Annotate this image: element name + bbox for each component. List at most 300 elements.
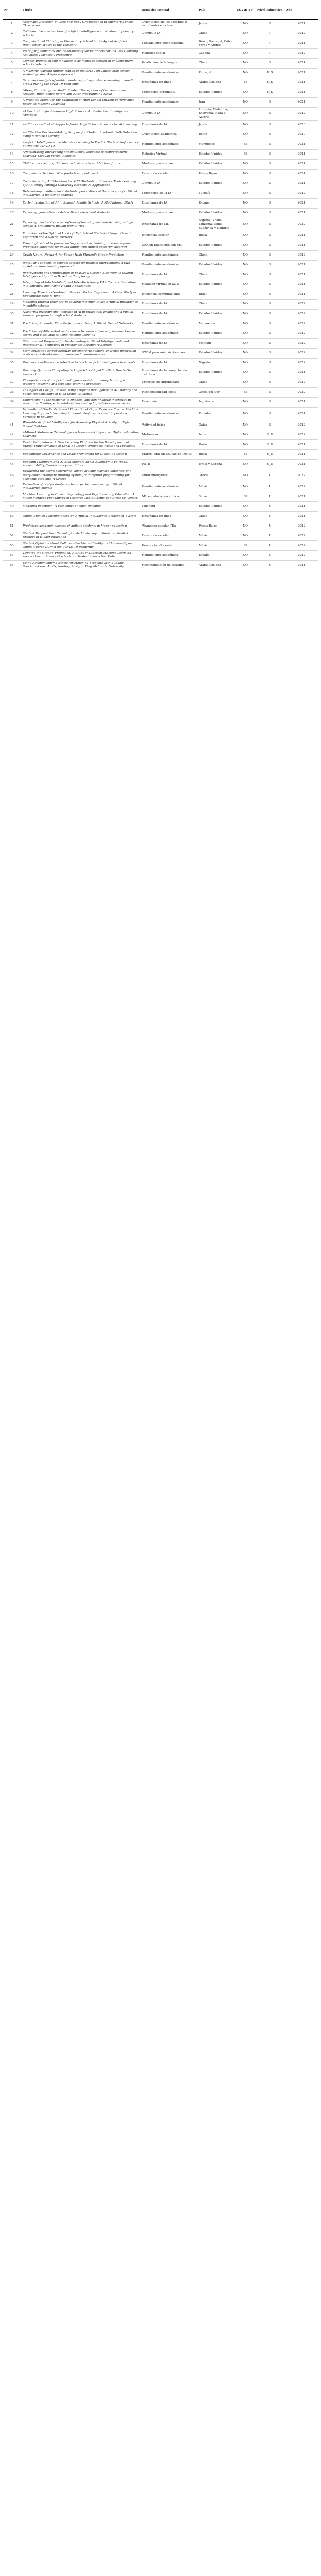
row-level: P	[256, 29, 284, 39]
row-title: Exploring teachers' preconceptions of teaching machine learning in high school: A preliminary insight from Africa	[21, 218, 140, 231]
row-number: 8	[3, 88, 21, 98]
row-level: S	[256, 241, 284, 251]
table-row	[3, 231, 318, 241]
row-level: S	[256, 329, 284, 339]
row-topic: Percepción de la IA	[140, 189, 197, 199]
row-number: 55	[3, 561, 21, 570]
row-year: 2021	[284, 440, 318, 450]
row-covid: SI	[235, 541, 256, 551]
row-year: 2022	[284, 310, 318, 319]
row-title: Learning Time Acceleration in Support Vector Regression: A Case Study in Educational Data Mining	[21, 290, 140, 300]
row-covid: NO	[235, 170, 256, 179]
row-title: Erwin Metaplatorm: A New Learning Platform for the Development of Digital Transformation of Legal Education: Problems, Risks and Prospects	[21, 440, 140, 450]
row-covid: NO	[235, 121, 256, 130]
row-country: Rusia	[197, 440, 235, 450]
table-row	[3, 270, 318, 280]
row-number: 20	[3, 209, 21, 218]
row-title: A machine learning approximation of the 2015 Portuguese high school student grades: A hybrid approach	[21, 69, 140, 78]
row-number: 43	[3, 440, 21, 450]
row-number: 7	[3, 78, 21, 88]
row-level: S	[256, 388, 284, 398]
row-country: Nigeria, Ghana, Tanzania, Kenia, Sudáfrica y Namibia	[197, 218, 235, 231]
row-country: Japón	[197, 20, 235, 29]
row-country: Marruecos	[197, 140, 235, 150]
row-country: Rusia	[197, 450, 235, 460]
row-number: 31	[3, 319, 21, 329]
row-number: 17	[3, 179, 21, 189]
table-row	[3, 521, 318, 531]
row-title: Identifying supportive student factors for mindset interventions: A two-model machine learning approach	[21, 261, 140, 270]
table-row	[3, 541, 318, 551]
row-year: 2022	[284, 49, 318, 59]
row-covid: NO	[235, 359, 256, 368]
row-country: México	[197, 482, 235, 492]
row-year: 2021	[284, 170, 318, 179]
row-country: China	[197, 512, 235, 521]
row-year: 2021	[284, 69, 318, 78]
row-year: 2022	[284, 430, 318, 440]
row-title: Student Opinions About Collaborative Virtual Reality and Massive Open Online Course During the COVID-19 Pandemic	[21, 541, 140, 551]
row-title: The Effect of Design Classes Using Artificial Intelligence on AI Literacy and Social Responsibility of High School Students	[21, 388, 140, 398]
row-topic: Rendimiento académico	[140, 261, 197, 270]
row-year: 2021	[284, 20, 318, 29]
row-country: India	[197, 430, 235, 440]
row-year: 2022	[284, 482, 318, 492]
row-number: 18	[3, 189, 21, 199]
row-title: Evaluation of postgraduate academic performance using artificial intelligence models	[21, 482, 140, 492]
row-covid: SI	[235, 78, 256, 88]
row-covid: NO	[235, 280, 256, 290]
row-level: U	[256, 482, 284, 492]
table-row	[3, 121, 318, 130]
row-country: Japón	[197, 121, 235, 130]
table-row	[3, 209, 318, 218]
row-year: 2022	[284, 339, 318, 349]
row-level: S	[256, 339, 284, 349]
row-year: 2022	[284, 531, 318, 541]
table-row	[3, 69, 318, 78]
row-year: 2022	[284, 319, 318, 329]
header-row	[3, 2, 318, 20]
row-year: 2021	[284, 59, 318, 69]
row-number: 37	[3, 378, 21, 388]
row-year: 2021	[284, 241, 318, 251]
row-number: 52	[3, 531, 21, 541]
row-number: 38	[3, 388, 21, 398]
row-level: S	[256, 251, 284, 261]
table-row	[3, 20, 318, 29]
row-country: Estados Unidos	[197, 368, 235, 378]
table-row	[3, 88, 318, 98]
row-topic: ML en educación clínica	[140, 492, 197, 502]
row-title: Modeling English teachers' behavioral intention to use artificial intelligence in middle schools	[21, 300, 140, 310]
row-title: Stem education-career pathway for emerging demand-analytics innovation professional development in multimodal environments	[21, 349, 140, 359]
row-covid: NO	[235, 98, 256, 108]
row-title: Determining middle school students' perceptions of the concept of artificial intelligence: a metaphor analysis	[21, 189, 140, 199]
row-level: S_U	[256, 460, 284, 469]
row-topic: Rendimiento académico	[140, 319, 197, 329]
row-country: Estados Unidos	[197, 349, 235, 359]
row-covid: NO	[235, 408, 256, 420]
row-title: Children as creators, thinkers and citizens in an AI-driven future	[21, 160, 140, 170]
row-title: Educating Software and AI Stakeholders About Algorithmic Fairness, Accountability, Transparency and Ethics	[21, 460, 140, 469]
row-year: 2022	[284, 218, 318, 231]
row-number: 35	[3, 359, 21, 368]
row-topic: Eficiencia escolar	[140, 231, 197, 241]
row-covid: NO	[235, 270, 256, 280]
row-country: Estados Unidos	[197, 150, 235, 160]
table-row	[3, 398, 318, 408]
row-number: 33	[3, 339, 21, 349]
row-covid: NO	[235, 329, 256, 339]
table-row	[3, 502, 318, 512]
table-row	[3, 512, 318, 521]
row-country: Estados Unidos	[197, 310, 235, 319]
row-level: S	[256, 160, 284, 170]
row-year: 2021	[284, 98, 318, 108]
row-year: 2021	[284, 368, 318, 378]
row-country: Estados Unidos	[197, 280, 235, 290]
table-row	[3, 388, 318, 398]
row-title: Automatic Detection of Gaze and Body Orientation in Elementary School Classrooms	[21, 20, 140, 29]
row-year: 2022	[284, 108, 318, 121]
table-row	[3, 378, 318, 388]
row-year: 2021	[284, 290, 318, 300]
row-country: España	[197, 199, 235, 209]
row-country: China	[197, 300, 235, 310]
row-covid: NO	[235, 339, 256, 349]
row-covid: NO	[235, 20, 256, 29]
row-covid: NO	[235, 440, 256, 450]
row-title: From high school to postsecondary education, training, and employment: Predicting outcomes for young adults with autism spectrum disorder	[21, 241, 140, 251]
row-level: U	[256, 512, 284, 521]
row-country: Estados Unidos	[197, 261, 235, 270]
table-row	[3, 170, 318, 179]
row-level: S	[256, 398, 284, 408]
row-country: China	[197, 29, 235, 39]
row-topic: Abandono escolar TEA	[140, 521, 197, 531]
header-topic: Temática central	[140, 2, 197, 20]
row-topic: TEA en Educación con ML	[140, 241, 197, 251]
table-row	[3, 349, 318, 359]
row-covid: NO	[235, 398, 256, 408]
row-level: U	[256, 521, 284, 531]
row-country: España	[197, 551, 235, 561]
row-level: U	[256, 492, 284, 502]
row-covid: NO	[235, 39, 256, 49]
row-covid: NO	[235, 49, 256, 59]
row-title: Teaching Quantum Computing to High-School-Aged Youth: A Hands-On Approach	[21, 368, 140, 378]
row-title: Computer or teacher: Who predicts dropout best?	[21, 170, 140, 179]
row-title: AI-Based Metaverse Technologies Advancement Impact on Higher education Learners	[21, 430, 140, 440]
row-covid: NO	[235, 251, 256, 261]
row-covid: NO	[235, 310, 256, 319]
row-number: 4	[3, 49, 21, 59]
row-year: 2022	[284, 521, 318, 531]
row-number: 41	[3, 420, 21, 430]
header-covid: COVID 19	[235, 2, 256, 20]
row-topic: Enseñanza de IA	[140, 310, 197, 319]
row-title: Wearable Artificial Intelligence for Assessing Physical Activity in High School Children	[21, 420, 140, 430]
row-title: AI Curriculum for European High Schools: An Embedded Intelligence Approach	[21, 108, 140, 121]
row-covid: NO	[235, 460, 256, 469]
row-title: Online English Teaching Based on Artificial Intelligence Embedded System	[21, 512, 140, 521]
row-level: U	[256, 541, 284, 551]
row-title: Predicting Students' Final Performance Using Artificial Neural Networks	[21, 319, 140, 329]
table-row	[3, 241, 318, 251]
row-number: 9	[3, 98, 21, 108]
row-year: 2022	[284, 300, 318, 310]
table-row	[3, 98, 318, 108]
row-covid: SI	[235, 492, 256, 502]
table-row	[3, 460, 318, 469]
row-level: P	[256, 20, 284, 29]
row-number: 53	[3, 541, 21, 551]
row-year: 2021	[284, 39, 318, 49]
row-year: 2021	[284, 561, 318, 570]
row-year: 2022	[284, 541, 318, 551]
table-row	[3, 310, 318, 319]
row-title: An Education Tool at Supports Junior High School Students for AI Learning	[21, 121, 140, 130]
row-title: Graph Neural Network for Senior High Student's Grade Prediction	[21, 251, 140, 261]
row-covid: NO	[235, 290, 256, 300]
row-level: S	[256, 319, 284, 329]
row-level: S	[256, 300, 284, 310]
row-level: S	[256, 170, 284, 179]
row-level: P_S	[256, 88, 284, 98]
table-row	[3, 140, 318, 150]
row-topic: Economía	[140, 398, 197, 408]
row-topic: Enseñanza en línea	[140, 78, 197, 88]
table-row	[3, 39, 318, 49]
row-number: 42	[3, 430, 21, 440]
row-level: P	[256, 59, 284, 69]
row-title: Modeling deception: A case study of email phishing	[21, 502, 140, 512]
table-row	[3, 469, 318, 482]
row-year: 2022	[284, 378, 318, 388]
row-title: Integrating AI Into Mobile-Based Interdisciplinary K-12 Content Education in Biomedical and Public Health Applications	[21, 280, 140, 290]
row-title: Formation of the Optimal Load of High School Students Using a Genetic Algorithm and a Neural Network	[21, 231, 140, 241]
row-level: S	[256, 280, 284, 290]
row-title: Teachers' readiness and intention to teach artificial intelligence in schools	[21, 359, 140, 368]
header-n: Nº	[3, 2, 21, 20]
row-number: 54	[3, 551, 21, 561]
row-topic: Rendimiento académico	[140, 251, 197, 261]
row-topic: Enseñanza de IA	[140, 121, 197, 130]
row-year: 2021	[284, 408, 318, 420]
row-level: S	[256, 349, 284, 359]
row-level: S	[256, 290, 284, 300]
row-country: Inglaterra	[197, 398, 235, 408]
row-year: 2021	[284, 209, 318, 218]
row-level: S	[256, 179, 284, 189]
row-year: 2021	[284, 502, 318, 512]
row-covid: NO	[235, 189, 256, 199]
row-topic: Orientación de los docentes o estudiantes en clase	[140, 20, 197, 29]
row-number: 21	[3, 218, 21, 231]
row-covid: SI	[235, 450, 256, 460]
row-title: Predicting academic success of autistic students in higher education	[21, 521, 140, 531]
row-topic: Pensamiento computacional	[140, 39, 197, 49]
row-topic: Enseñanza de la computación cuántica	[140, 368, 197, 378]
row-number: 13	[3, 140, 21, 150]
row-title: Artificial Intelligence and Machine Learning to Predict Student Performance during the COVID-19	[21, 140, 140, 150]
table-row	[3, 329, 318, 339]
row-country: Ecuador	[197, 408, 235, 420]
row-number: 47	[3, 482, 21, 492]
row-covid: NO	[235, 241, 256, 251]
table-row	[3, 78, 318, 88]
row-topic: Rendimiento académico	[140, 482, 197, 492]
header-year: Año	[284, 2, 318, 20]
row-country: Países Bajos	[197, 170, 235, 179]
row-covid: NO	[235, 199, 256, 209]
row-covid: NO	[235, 551, 256, 561]
row-year: 2021	[284, 450, 318, 460]
row-level: S_U	[256, 440, 284, 450]
row-level: S	[256, 359, 284, 368]
table-row	[3, 551, 318, 561]
row-year: 2022	[284, 420, 318, 430]
row-covid: NO	[235, 88, 256, 98]
row-number: 3	[3, 39, 21, 49]
row-number: 46	[3, 469, 21, 482]
row-covid: NO	[235, 531, 256, 541]
row-topic: STEM para análisis forenses	[140, 349, 197, 359]
row-level: S	[256, 140, 284, 150]
row-year: 2022	[284, 469, 318, 482]
row-country: México	[197, 541, 235, 551]
row-year: 2021	[284, 398, 318, 408]
row-covid: NO	[235, 502, 256, 512]
row-number: 34	[3, 349, 21, 359]
row-number: 25	[3, 261, 21, 270]
row-country: Estados Unidos	[197, 241, 235, 251]
row-country: Estados Unidos	[197, 502, 235, 512]
row-level: S	[256, 218, 284, 231]
table-row	[3, 440, 318, 450]
row-number: 28	[3, 290, 21, 300]
row-topic: Orientación académica	[140, 130, 197, 140]
row-title: An Effective Decision-Making Support for Student Academic Path Selection using Machine Learning	[21, 130, 140, 140]
row-country: Países Bajos	[197, 521, 235, 531]
row-number: 45	[3, 460, 21, 469]
row-level: S	[256, 108, 284, 121]
row-country: Estados Unidos	[197, 88, 235, 98]
row-number: 27	[3, 280, 21, 290]
row-country: Portugal	[197, 69, 235, 78]
row-level: U	[256, 531, 284, 541]
table-row	[3, 130, 318, 140]
row-number: 16	[3, 170, 21, 179]
row-level: U	[256, 469, 284, 482]
row-covid: NO	[235, 160, 256, 170]
row-year: 2021	[284, 88, 318, 98]
table-row	[3, 189, 318, 199]
row-topic: Currículo IA	[140, 108, 197, 121]
row-title: Prediction of differential performance between advanced placement exam scores and class grades using machine learning	[21, 329, 140, 339]
row-number: 12	[3, 130, 21, 140]
row-covid: NO	[235, 378, 256, 388]
row-country: Rusia	[197, 231, 235, 241]
table-row	[3, 199, 318, 209]
row-topic: Modelos generativos	[140, 209, 197, 218]
row-covid: NO	[235, 368, 256, 378]
row-level: P_S	[256, 78, 284, 88]
row-year: 2021	[284, 231, 318, 241]
row-level: S	[256, 270, 284, 280]
row-level: U	[256, 561, 284, 570]
row-year: 2022	[284, 388, 318, 398]
row-country: Brasil	[197, 290, 235, 300]
row-country: Grecia	[197, 469, 235, 482]
row-title: Chinese prediction and language style model construction of elementary school students	[21, 59, 140, 69]
row-country: México	[197, 531, 235, 541]
table-row	[3, 49, 318, 59]
row-number: 24	[3, 251, 21, 261]
row-level: U	[256, 551, 284, 561]
row-number: 30	[3, 310, 21, 319]
row-country: China	[197, 59, 235, 69]
row-country: Corea del Sur	[197, 388, 235, 398]
row-number: 1	[3, 20, 21, 29]
row-topic: Currículo IA	[140, 29, 197, 39]
row-year: 2021	[284, 512, 318, 521]
table-row	[3, 450, 318, 460]
row-topic: Procesos de aprendizaje	[140, 378, 197, 388]
row-number: 39	[3, 398, 21, 408]
row-topic: Modelos generativos	[140, 160, 197, 170]
table-row	[3, 300, 318, 310]
row-title: Towards the Grade's Prediction. A Study of Different Machine Learning Approaches to Predict Grades from Student Interaction Data	[21, 551, 140, 561]
row-country: Canadá	[197, 49, 235, 59]
row-covid: NO	[235, 179, 256, 189]
row-topic: Percepción docente	[140, 541, 197, 551]
row-covid: NO	[235, 108, 256, 121]
row-year: 2020	[284, 130, 318, 140]
row-number: 51	[3, 521, 21, 531]
table-row	[3, 261, 318, 270]
row-year: 2021	[284, 78, 318, 88]
row-title: Urban-Rural Gradients Predict Educational Gaps: Evidence From a Machine Learning Approach Involving Academic Performance and Impervious Surfaces in Ecuador	[21, 408, 140, 420]
row-topic: Responsabilidad social	[140, 388, 197, 398]
table-row	[3, 359, 318, 368]
row-topic: Currículo IA	[140, 179, 197, 189]
row-number: 22	[3, 231, 21, 241]
table-row	[3, 339, 318, 349]
row-topic: Rendimiento académico	[140, 408, 197, 420]
row-level: S	[256, 261, 284, 270]
row-number: 6	[3, 69, 21, 78]
row-year: 2021	[284, 460, 318, 469]
row-year: 2022	[284, 251, 318, 261]
row-level: S	[256, 310, 284, 319]
row-country: Suiza	[197, 492, 235, 502]
row-level: S	[256, 378, 284, 388]
table-row	[3, 531, 318, 541]
row-year: 2022	[284, 329, 318, 339]
row-year: 2021	[284, 150, 318, 160]
row-topic: Tutor inteligente	[140, 469, 197, 482]
row-country: China	[197, 251, 235, 261]
table-row	[3, 430, 318, 440]
row-number: 44	[3, 450, 21, 460]
row-country: Estados Unidos	[197, 160, 235, 170]
row-topic: Phishing	[140, 502, 197, 512]
row-topic: Eficiencia computacional	[140, 290, 197, 300]
row-country: Brasil, Portugal, Cabo Verde y Angola	[197, 39, 235, 49]
row-number: 19	[3, 199, 21, 209]
